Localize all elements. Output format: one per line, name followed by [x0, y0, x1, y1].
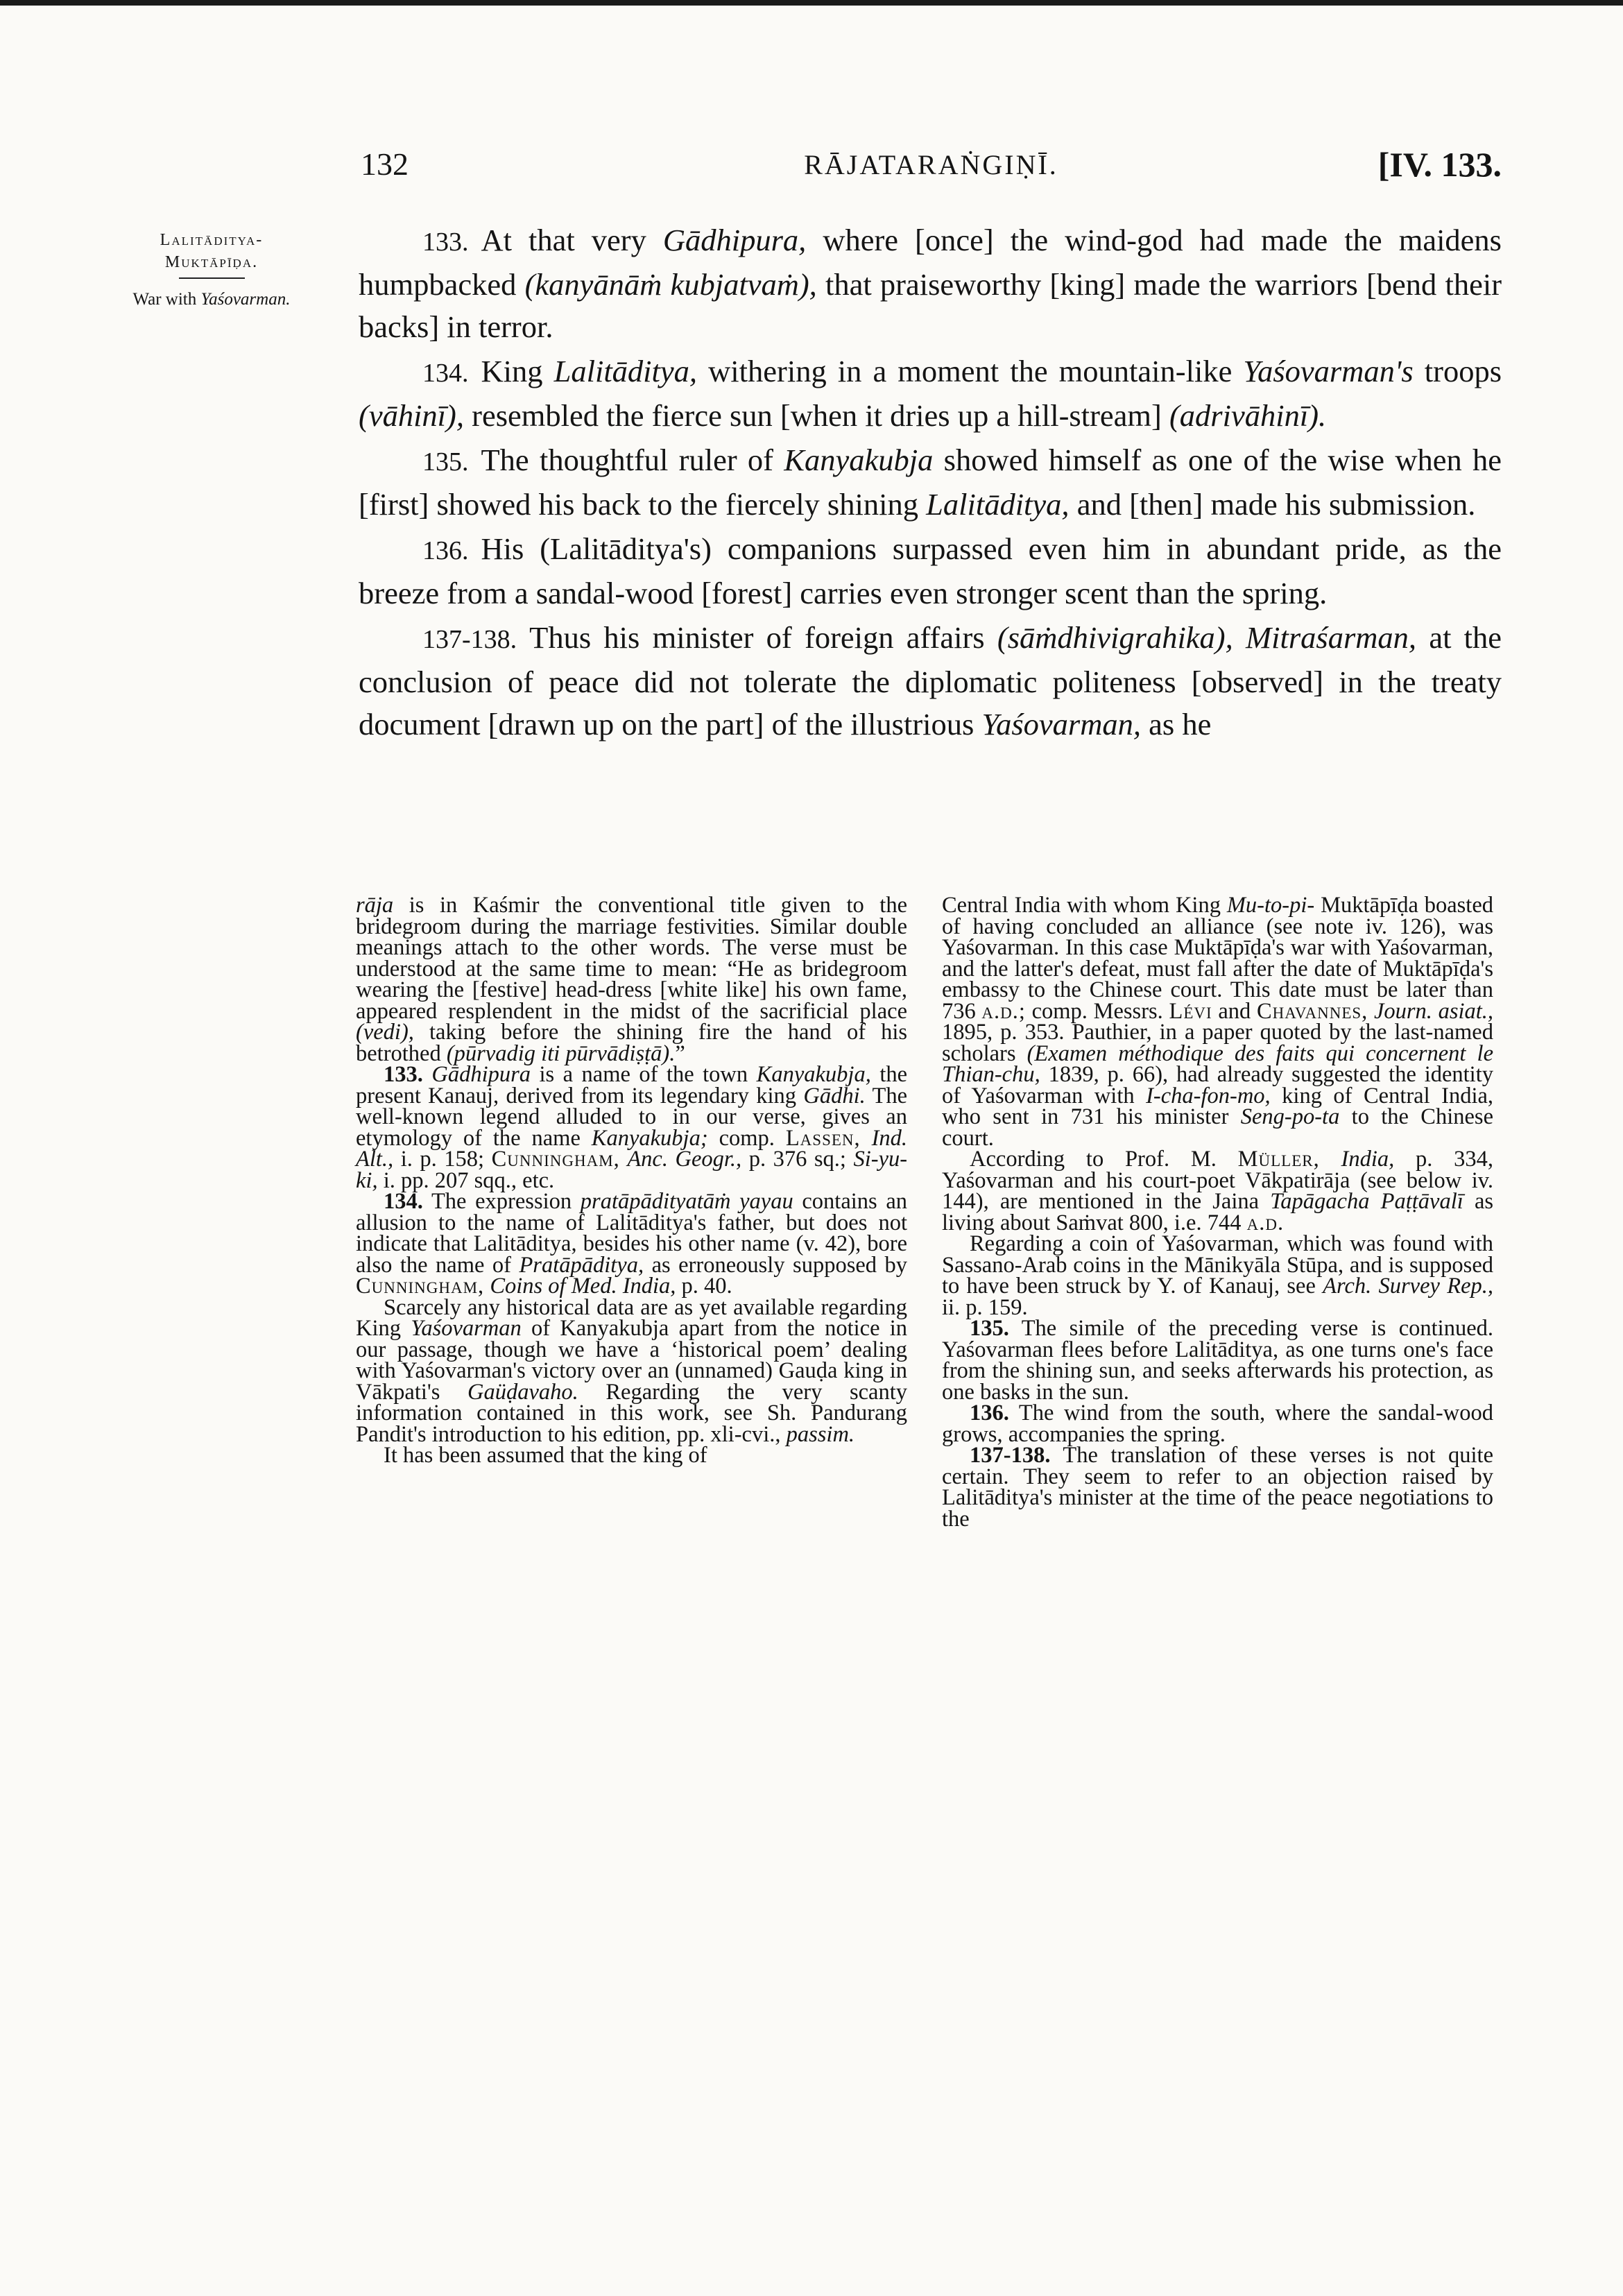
margin-name-line-2: Muktāpīḍa.: [164, 253, 259, 271]
note-134-king-of: It has been assumed that the king of: [384, 1443, 707, 1468]
note-134-historical-data: Scarcely any historical data are as yet available regarding King Yaśovarman of Kanyakubja apart from the notice in our passage, though we have a ‘historical poem’ dealing with Yaśovarman's victory over an (unnamed) Gauḍa king in Vākpati's Gaüḍavaho. Regarding the very scanty information contained in this work, see Sh. Pandurang Pandit's introduction to his edition, pp. xli-cvi., passim.: [356, 1294, 908, 1447]
running-head: [361, 146, 1502, 194]
note-coin: Regarding a coin of Yaśovarman, which was found with Sassano-Arab coins in the Mānikyāla Stūpa, and is supposed to have been struck by Y. of Kanauj, see Arch. Survey Rep., ii. p. 159.: [942, 1231, 1494, 1320]
verse-number: 135.: [422, 447, 469, 477]
page-number: 132: [361, 146, 409, 182]
verse-135: 135. The thoughtful ruler of Kanyakubja showed himself as one of the wise when he [first] showed his back to the fiercely shining Lalitāditya, and [then] made his submission.: [359, 443, 1502, 522]
verse-number: 133.: [422, 228, 469, 257]
margin-war-prefix: War with: [132, 290, 197, 309]
verse-134: 134. King Lalitāditya, withering in a moment the mountain-like Yaśovarman's troops (vāhinī), resembled the fierce sun [when it dries up a hill-stream] (adrivāhinī).: [359, 354, 1502, 433]
page-top-rule: [0, 0, 1623, 6]
note-134: 134. The expression pratāpādityatāṁ yayau contains an allusion to the name of Lalitāditya's father, but does not indicate that Lalitāditya, besides his other name (v. 42), bore also the name of Pratāpāditya, as erroneously supposed by Cunningham, Coins of Med. India, p. 40.: [356, 1189, 908, 1299]
note-136: 136. The wind from the south, where the sandal-wood grows, accompanies the spring.: [942, 1400, 1493, 1447]
margin-war-name: Yaśovarman.: [200, 290, 291, 309]
verse-number: 134.: [422, 359, 469, 388]
margin-divider: [179, 277, 245, 279]
note-central-india: Central India with whom King Mu-to-pi- Muktāpīḍa boasted of having concluded an alliance (see note iv. 126), was Yaśovarman. In this case Muktāpīḍa's war with Yaśovarman, and the latter's defeat, must fall after the date of Muktāpīḍa's embassy to the Chinese court. This date must be later than 736 a.d.; comp. Messrs. Lévi and Chavannes, Journ. asiat., 1895, p. 353. Pauthier, in a paper quoted by the last-named scholars (Examen méthodique des faits qui concernent le Thian-chu, 1839, p. 66), had already suggested the identity of Yaśovarman with I-cha-fon-mo, king of Central India, who sent in 731 his minister Seng-po-ta to the Chinese court.: [942, 893, 1494, 1151]
margin-war-note: [69, 289, 354, 311]
verse-133: 133. At that very Gādhipura, where [once] the wind-god had made the maidens humpbacked (kanyānāṁ kubjatvaṁ), that praiseworthy [king] made the warriors [bend their backs] in terror.: [359, 223, 1502, 344]
verse-number: 137-138.: [422, 625, 517, 654]
note-muller: According to Prof. M. Müller, India, p. 334, Yaśovarman and his court-poet Vākpatirāja (see below iv. 144), are mentioned in the Jaina Tapāgacha Paṭṭāvalī as living about Saṁvat 800, i.e. 744 a.d.: [942, 1147, 1494, 1235]
note-133: 133. Gādhipura is a name of the town Kanyakubja, the present Kanauj, derived from its legendary king Gādhi. The well-known legend alluded to in our verse, gives an etymology of the name Kanyakubja; comp. Lassen, Ind. Alt., i. p. 158; Cunningham, Anc. Geogr., p. 376 sq.; Si-yu-ki, i. pp. 207 sqq., etc.: [356, 1062, 908, 1193]
margin-name-line-1: Lalitāditya-: [160, 231, 264, 249]
footnotes-left-column: [356, 895, 907, 1466]
note-137-138: 137-138. The translation of these verses is not quite certain. They seem to refer to an objection raised by Lalitāditya's minister at the time of the peace negotiations to the: [942, 1443, 1493, 1532]
verse-number: 136.: [422, 536, 469, 565]
verse-translation: [359, 219, 1502, 748]
margin-notes: [69, 229, 354, 311]
footnotes-right-column: [942, 895, 1493, 1530]
verse-137-138: 137-138. Thus his minister of foreign affairs (sāṁdhivigrahika), Mitraśarman, at the conclusion of peace did not tolerate the diplomatic politeness [observed] in the treaty document [drawn up on the part] of the illustrious Yaśovarman, as he: [359, 620, 1502, 742]
page-title: RĀJATARAṄGIṆĪ.: [804, 149, 1058, 180]
note-135: 135. The simile of the preceding verse is continued. Yaśovarman flees before Lalitāditya, as one turns one's face from the shining sun, and seeks afterwards his protection, as one basks in the sun.: [942, 1316, 1493, 1405]
verse-136: 136. His (Lalitāditya's) companions surpassed even him in abundant pride, as the breeze from a sandal-wood [forest] carries even stronger scent than the spring.: [359, 531, 1502, 610]
note-continued: rāja is in Kaśmir the conventional title given to the bridegroom during the marriage festivities. Similar double meanings attach to the other words. The verse must be understood at the same time to mean: “He as bridegroom wearing the [festive] head-dress [white like] his own fame, appeared resplendent in the midst of the sacrificial place (vedi), taking before the shining fire the hand of his betrothed (pūrvadig iti pūrvādiṣṭā).”: [356, 893, 908, 1066]
section-reference: [IV. 133.: [1377, 145, 1502, 184]
